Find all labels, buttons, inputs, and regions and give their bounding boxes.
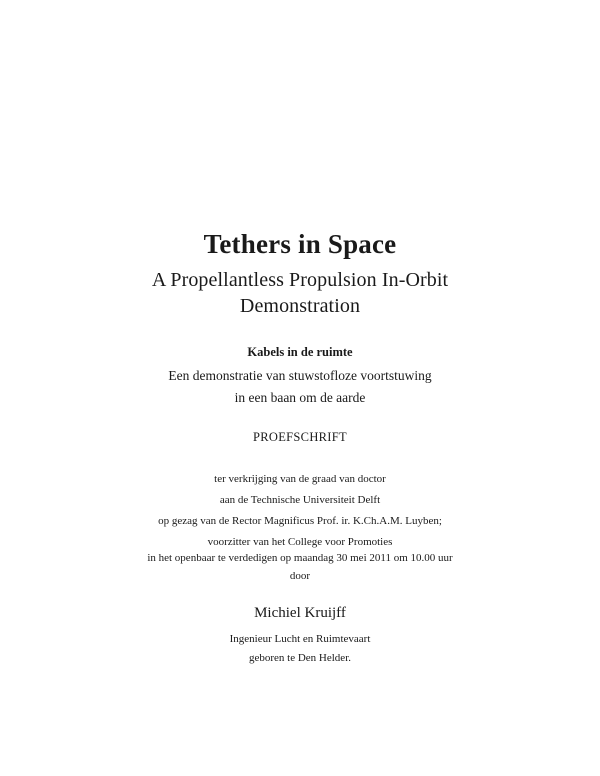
thesis-label: PROEFSCHRIFT	[253, 430, 347, 444]
dutch-title: Kabels in de ruimte	[247, 345, 353, 359]
conferral-line: door	[289, 570, 311, 582]
thesis-title: Tethers in Space	[203, 229, 397, 259]
conferral-line: aan de Technische Universiteit Delft	[219, 494, 381, 506]
conferral-line: op gezag van de Rector Magnificus Prof. ir. K.Ch.A.M. Luyben;	[158, 515, 442, 527]
thesis-subtitle-line-2: Demonstration	[239, 295, 361, 317]
dutch-subtitle-line-1: Een demonstratie van stuwstofloze voortstuwing	[168, 368, 432, 383]
author-degree: Ingenieur Lucht en Ruimtevaart	[229, 633, 371, 645]
author-name: Michiel Kruijff	[254, 605, 346, 621]
thesis-subtitle-line-1: A Propellantless Propulsion In-Orbit	[151, 269, 449, 291]
dutch-subtitle-line-2: in een baan om de aarde	[234, 390, 366, 405]
conferral-line: ter verkrijging van de graad van doctor	[214, 473, 386, 485]
author-birthplace: geboren te Den Helder.	[248, 652, 351, 664]
conferral-line: in het openbaar te verdedigen op maandag 30 mei 2011 om 10.00 uur	[147, 552, 453, 564]
conferral-line: voorzitter van het College voor Promoties	[207, 536, 393, 548]
